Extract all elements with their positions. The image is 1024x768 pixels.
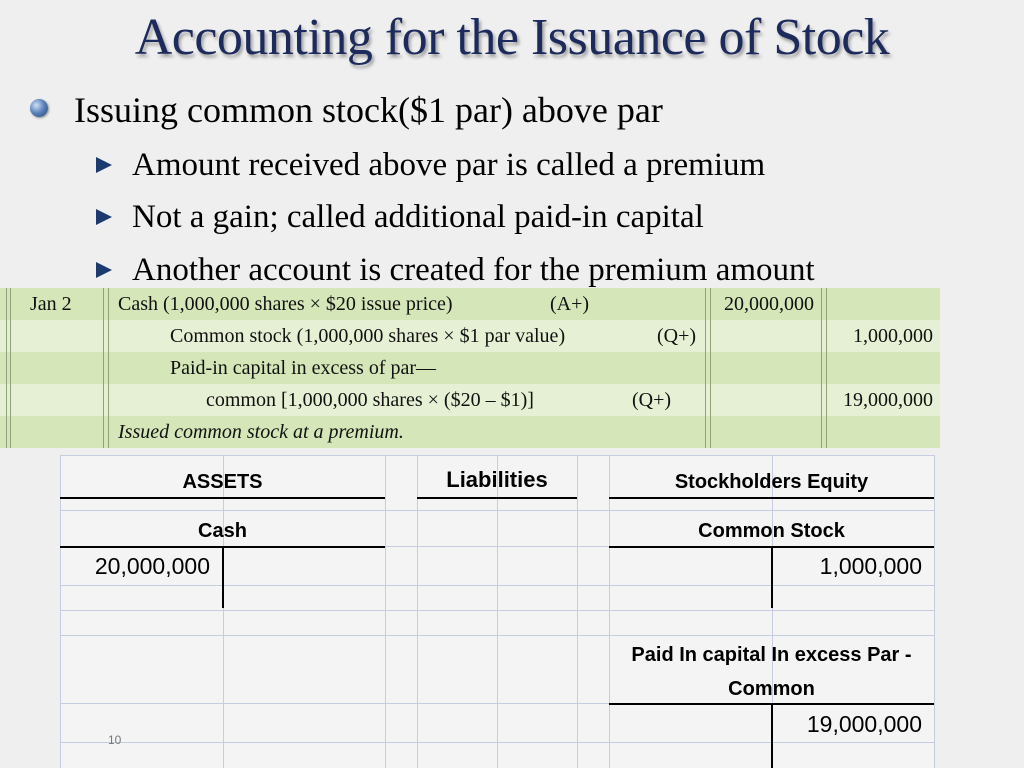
column-divider [705,288,706,448]
grid-line [417,455,418,768]
grid-line [60,455,61,768]
common-stock-credit: 1,000,000 [819,553,922,579]
journal-credit: 19,000,000 [843,389,933,411]
grid-line [60,635,935,636]
column-divider [821,288,822,448]
round-bullet-icon [30,99,48,117]
common-stock-account-name: Common Stock [698,520,845,542]
slide-title: Accounting for the Issuance of Stock [134,9,890,66]
journal-tag: (Q+) [632,389,672,411]
grid-line [934,455,935,768]
grid-line [60,742,935,743]
journal-account: Cash (1,000,000 shares × $20 issue price) [118,293,453,315]
grid-line [577,455,578,768]
triangle-bullet-icon [96,157,112,173]
grid-line [60,610,935,611]
column-divider [826,288,827,448]
grid-line [609,455,610,768]
cash-account-name: Cash [198,520,247,542]
grid-line [60,510,935,511]
grid-line [223,455,224,768]
grid-line [385,455,386,768]
apic-account-name [609,638,934,706]
apic-name-line2: Common [728,678,815,700]
liabilities-header: Liabilities [446,467,548,492]
bullet-text: Issuing common stock($1 par) above par [74,90,663,130]
assets-header: ASSETS [182,471,263,493]
journal-row [0,352,940,384]
t-account-table [60,455,935,768]
column-divider [10,288,11,448]
page-number: 10 [108,733,122,747]
equity-header: Stockholders Equity [674,471,869,493]
triangle-bullet-icon [96,209,112,225]
journal-credit: 1,000,000 [853,325,933,347]
cash-debit: 20,000,000 [94,553,210,579]
journal-tag: (A+) [550,293,590,315]
journal-date: Jan 2 [30,293,72,315]
sub-bullet-text: Another account is created for the premium amount [132,252,815,288]
journal-tag: (Q+) [657,325,697,347]
header-underline [60,497,385,499]
grid-line [60,455,935,456]
journal-account: Paid-in capital in excess of par— [170,357,437,379]
grid-line [60,585,935,586]
header-underline [609,497,934,499]
column-divider [108,288,109,448]
t-account-divider [222,546,224,608]
apic-credit: 19,000,000 [806,711,922,737]
header-underline [417,497,577,499]
journal-explanation: Issued common stock at a premium. [118,421,404,443]
triangle-bullet-icon [96,262,112,278]
journal-entry [0,288,940,448]
sub-bullet-text: Amount received above par is called a premium [132,147,766,183]
apic-name-line1: Paid In capital In excess Par - [631,644,912,666]
journal-account: Common stock (1,000,000 shares × $1 par value) [170,325,566,347]
grid-line [497,455,498,768]
sub-bullet-text: Not a gain; called additional paid-in capital [132,199,704,235]
journal-account: common [1,000,000 shares × ($20 – $1)] [206,389,534,411]
column-divider [6,288,7,448]
column-divider [103,288,104,448]
journal-debit: 20,000,000 [724,293,814,315]
